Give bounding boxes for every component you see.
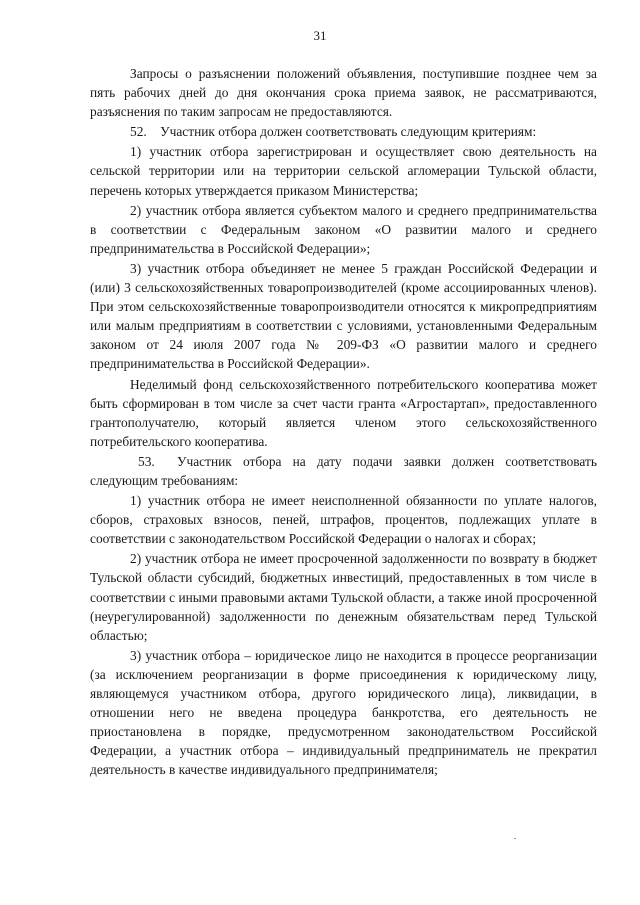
paragraph-indivisible-fund: Неделимый фонд сельскохозяйственного потребительского кооператива может быть сформирован в том числе за счет части гранта «Агростартап», предоставленного грантополучателю, который является членом этого сельскохозяйственного потребительского кооператива. xyxy=(90,376,597,449)
paragraph-item-53: 53. Участник отбора на дату подачи заявки должен соответствовать следующим требованиям: xyxy=(90,453,597,488)
paragraph-requirement-3: 3) участник отбора – юридическое лицо не находится в процессе реорганизации (за исключением реорганизации в форме присоединения к юридическому лицу, являющемуся участником отбора, другого юридического лица), ликвидации, в отношении него не введена процедура банкротства, его деятельность не приостановлена в порядке, предусмотренном законодательством Российской Федерации, а участник отбора – индивидуальный предприниматель не прекратил деятельность в качестве индивидуального предпринимателя; xyxy=(90,647,597,778)
paragraph-item-52: 52. Участник отбора должен соответствовать следующим критериям: xyxy=(130,124,537,140)
paragraph-criterion-1: 1) участник отбора зарегистрирован и осуществляет свою деятельность на сельской территории или на территории сельской агломерации Тульской области, перечень которых утверждается приказом Министерства; xyxy=(90,144,597,198)
page-number: 31 xyxy=(313,28,327,43)
paragraph-requirement-2: 2) участник отбора не имеет просроченной задолженности по возврату в бюджет Тульской области субсидий, бюджетных инвестиций, предоставленных в том числе в соответствии с иными правовыми актами Тульской области, а также иной просроченной (неурегулированной) задолженности по денежным обязательствам перед Тульской областью; xyxy=(90,551,597,643)
paragraph-criterion-3: 3) участник отбора объединяет не менее 5 граждан Российской Федерации и (или) 3 сельскохозяйственных товаропроизводителей (кроме ассоциированных членов). При этом сельскохозяйственные товаропроизводители относятся к микропредприятиям или малым предприятиям в соответствии с условиями, установленными Федеральным законом от 24 июля 2007 года № 209-ФЗ «О развитии малого и среднего предпринимательства в Российской Федерации». xyxy=(90,260,597,372)
paragraph-criterion-2: 2) участник отбора является субъектом малого и среднего предпринимательства в соответствии с Федеральным законом «О развитии малого и среднего предпринимательства в Российской Федерации»; xyxy=(90,202,597,256)
paragraph-requirement-1: 1) участник отбора не имеет неисполненной обязанности по уплате налогов, сборов, страховых взносов, пеней, штрафов, процентов, подлежащих уплате в соответствии с законодательством Российской Федерации о налогах и сборах; xyxy=(90,493,597,547)
paragraph-clarification-requests: Запросы о разъяснении положений объявления, поступившие позднее чем за пять рабочих дней до дня окончания срока приема заявок, не рассматриваются, разъяснения по таким запросам не предоставляются. xyxy=(90,66,597,120)
scan-artifact xyxy=(514,838,516,839)
document-body xyxy=(90,64,597,779)
